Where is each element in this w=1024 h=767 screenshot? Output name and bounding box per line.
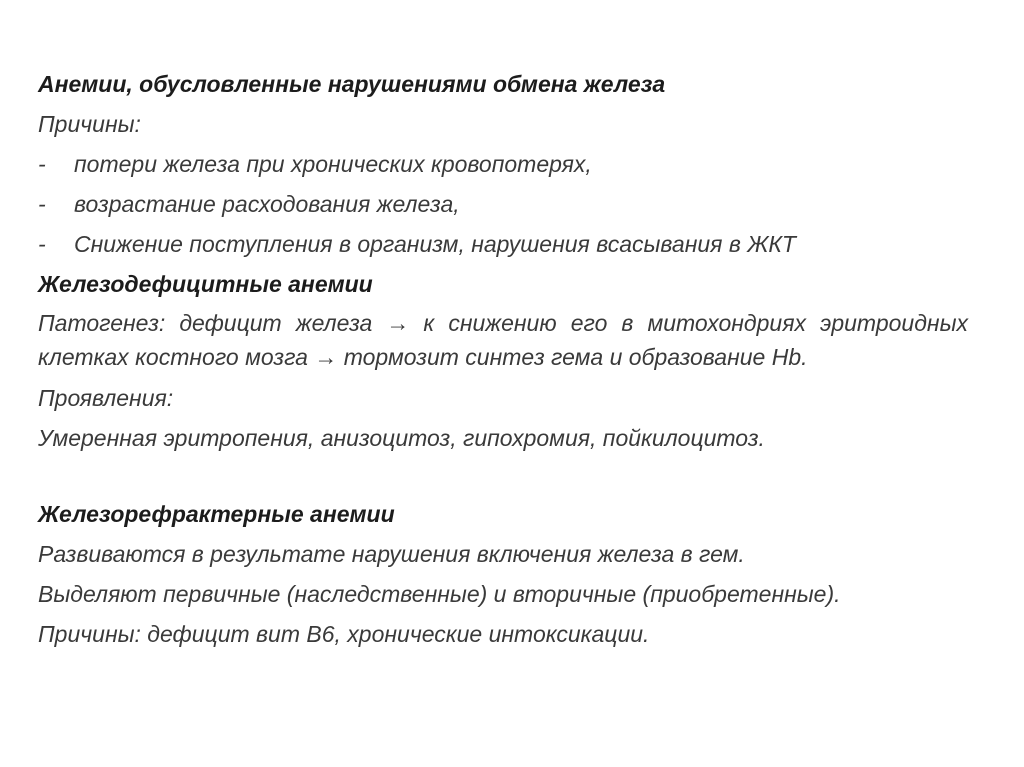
bullet-text: потери железа при хронических кровопотерях, [74,151,592,177]
bullet-dash: - [38,191,46,217]
refractory-line: Причины: дефицит вит В6, хронические интоксикации. [38,621,650,647]
refractory-line: Развиваются в результате нарушения включения железа в гем. [38,541,745,567]
section-heading-iron-refractory: Железорефрактерные анемии [38,501,395,527]
bullet-item [38,226,968,262]
slide-content [38,66,968,656]
section-heading-iron-deficiency: Железодефицитные анемии [38,271,373,297]
bullet-item [38,186,968,222]
bullet-dash: - [38,231,46,257]
spacer [38,460,968,496]
refractory-line: Выделяют первичные (наследственные) и вторичные (приобретенные). [38,581,841,607]
causes-label: Причины: [38,111,141,137]
bullet-item [38,146,968,182]
manifestations-label: Проявления: [38,385,174,411]
bullet-text: Снижение поступления в организм, нарушения всасывания в ЖКТ [74,231,796,257]
section-heading-iron-metabolism: Анемии, обусловленные нарушениями обмена железа [38,71,666,97]
bullet-text: возрастание расходования железа, [74,191,460,217]
manifestations-text: Умеренная эритропения, анизоцитоз, гипохромия, пойкилоцитоз. [38,425,765,451]
bullet-dash: - [38,151,46,177]
pathogenesis-paragraph: Патогенез: дефицит железа → к снижению его в митохондриях эритроидных клетках костного мозга → тормозит синтез гема и образование Hb. [38,310,968,370]
